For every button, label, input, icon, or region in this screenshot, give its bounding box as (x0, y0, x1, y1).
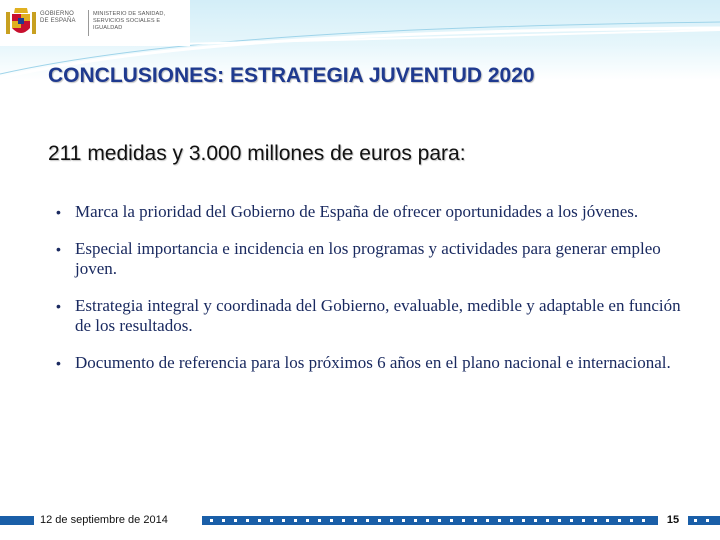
footer-date: 12 de septiembre de 2014 (34, 510, 202, 530)
bullet-marker: • (56, 204, 61, 220)
government-logo (0, 0, 190, 46)
page-number: 15 (658, 510, 688, 530)
slide-subtitle: 211 medidas y 3.000 millones de euros para: (48, 142, 466, 165)
ministry-text: MINISTERIO DE SANIDAD, SERVICIOS SOCIALES E IGUALDAD (93, 11, 166, 31)
bullet-text: Documento de referencia para los próximos 6 años en el plano nacional e internacional. (75, 353, 671, 372)
logo-separator (88, 10, 89, 36)
bullet-item (56, 202, 696, 222)
slide-title: CONCLUSIONES: ESTRATEGIA JUVENTUD 2020 (48, 64, 535, 87)
bullet-item (56, 296, 696, 336)
bullet-text: Marca la prioridad del Gobierno de España de ofrecer oportunidades a los jóvenes. (75, 202, 639, 221)
bullet-text: Estrategia integral y coordinada del Gobierno, evaluable, medible y adaptable en función de los resultados. (75, 296, 681, 335)
bullet-marker: • (56, 355, 61, 371)
government-text: GOBIERNO DE ESPAÑA (40, 11, 76, 24)
bullet-text: Especial importancia e incidencia en los programas y actividades para generar empleo joven. (75, 239, 661, 278)
coat-of-arms-icon (6, 6, 36, 40)
bullet-list (56, 202, 696, 390)
bullet-marker: • (56, 298, 61, 314)
bullet-item (56, 239, 696, 279)
bullet-item (56, 353, 696, 373)
bullet-marker: • (56, 241, 61, 257)
